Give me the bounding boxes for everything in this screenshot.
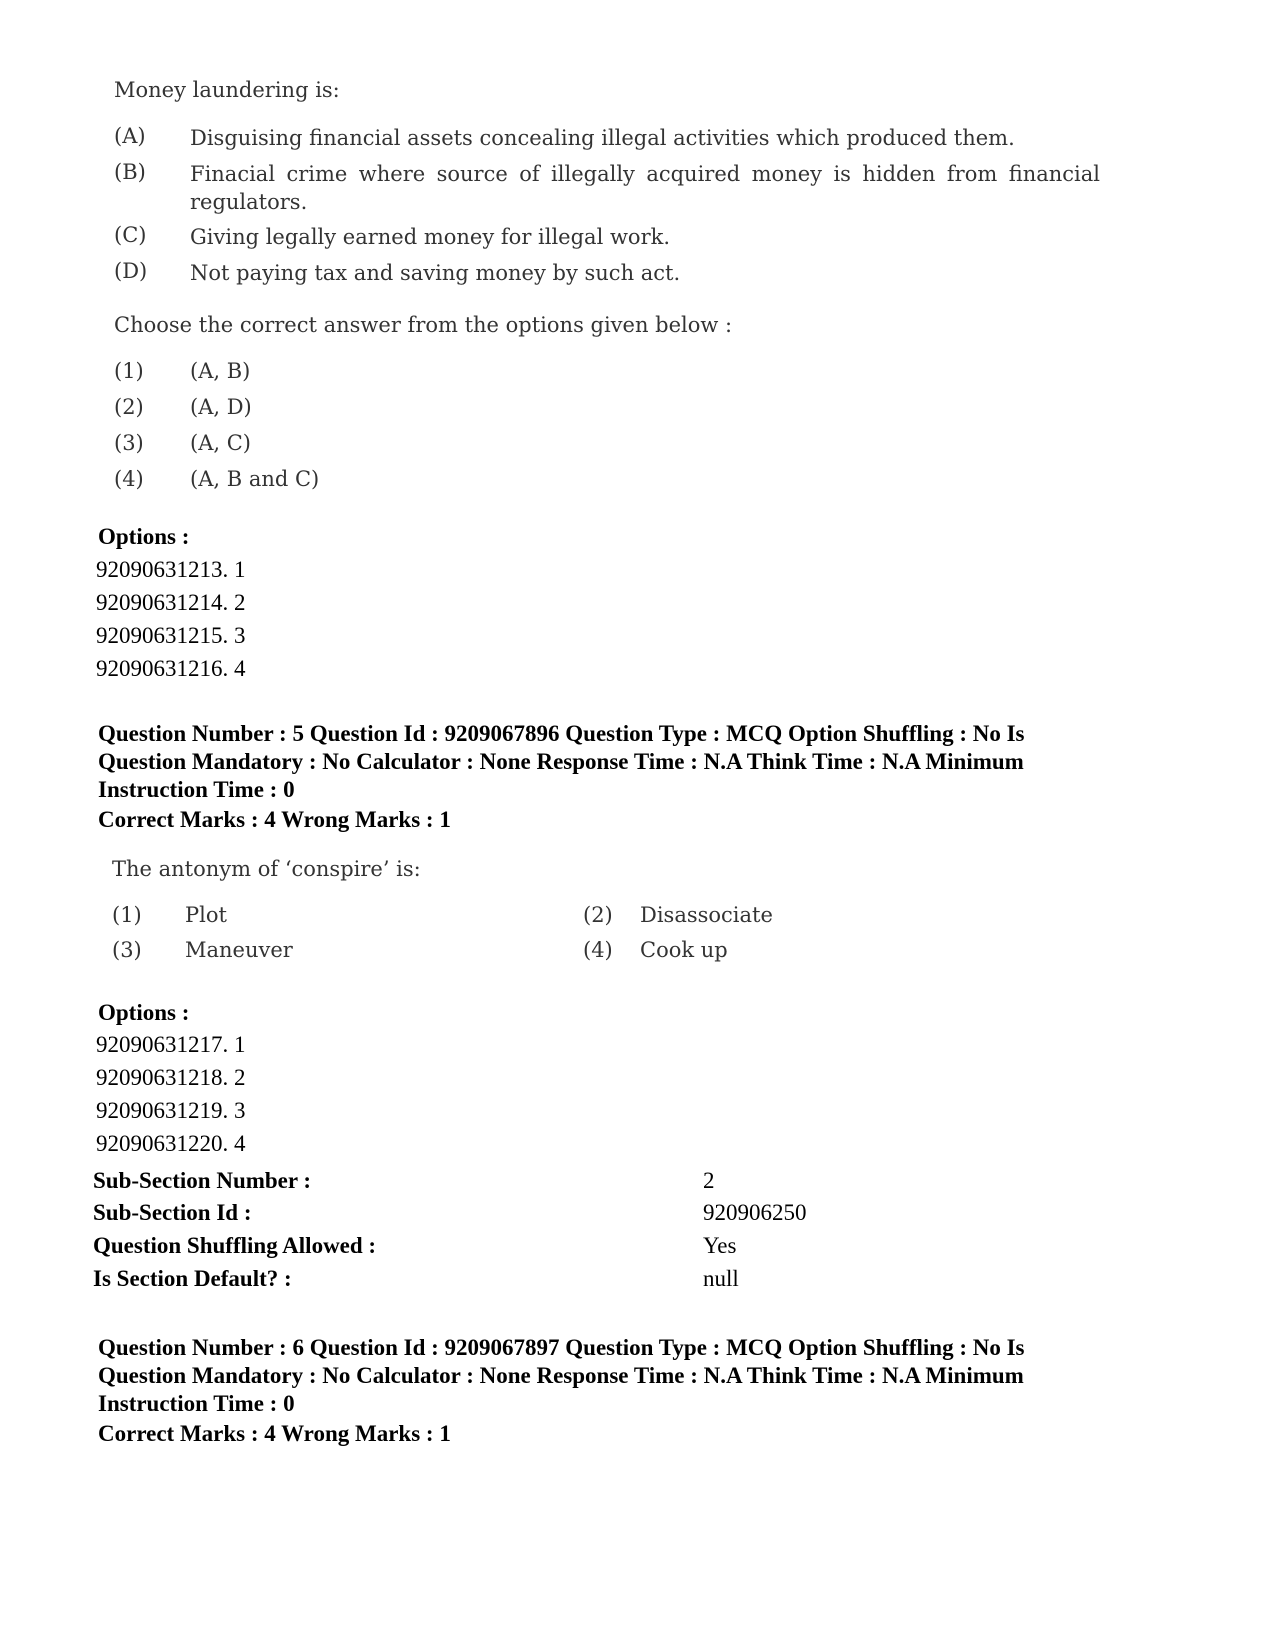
- choice-3-label: (3): [114, 431, 144, 455]
- question-6-meta: Question Number : 6 Question Id : 9209067897 Question Type : MCQ Option Shuffling : No Is Question Mandatory : No Calculator : None Response Time : N.A Think Time : N.A Minimum Instruction Time : 0: [98, 1335, 1025, 1416]
- question-4-instruction: Choose the correct answer from the options given below :: [114, 313, 733, 337]
- q5-choice-2-text: Disassociate: [640, 903, 773, 927]
- question-5-meta: Question Number : 5 Question Id : 9209067896 Question Type : MCQ Option Shuffling : No Is Question Mandatory : No Calculator : None Response Time : N.A Think Time : N.A Minimum Instruction Time : 0: [98, 721, 1025, 802]
- option-92090631217: 92090631217. 1: [96, 1032, 246, 1057]
- choice-2-label: (2): [114, 395, 144, 419]
- question-4-options-heading: Options :: [98, 524, 190, 549]
- q5-choice-4-label: (4): [583, 938, 613, 962]
- option-92090631214: 92090631214. 2: [96, 590, 246, 615]
- statement-a-label: (A): [114, 124, 146, 148]
- choice-4-text: (A, B and C): [190, 467, 320, 491]
- statement-d-text: Not paying tax and saving money by such act.: [190, 261, 681, 285]
- statement-b-text: Finacial crime where source of illegally acquired money is hidden from financial regulators.: [190, 162, 1100, 214]
- option-92090631220: 92090631220. 4: [96, 1131, 246, 1156]
- question-5-stem: The antonym of ‘conspire’ is:: [112, 857, 421, 881]
- section-default-value: null: [703, 1266, 739, 1291]
- q5-choice-4-text: Cook up: [640, 938, 728, 962]
- question-shuffling-value: Yes: [703, 1233, 737, 1258]
- q5-choice-1-text: Plot: [185, 903, 227, 927]
- q5-choice-1-label: (1): [112, 903, 142, 927]
- option-92090631218: 92090631218. 2: [96, 1065, 246, 1090]
- option-92090631215: 92090631215. 3: [96, 623, 246, 648]
- question-5-marks: Correct Marks : 4 Wrong Marks : 1: [98, 807, 451, 832]
- subsection-number-label: Sub-Section Number :: [93, 1168, 312, 1193]
- choice-1-text: (A, B): [190, 359, 251, 383]
- question-5-options-heading: Options :: [98, 1000, 190, 1025]
- choice-2-text: (A, D): [190, 395, 252, 419]
- q5-choice-3-text: Maneuver: [185, 938, 293, 962]
- question-4-stem: Money laundering is:: [114, 78, 340, 102]
- statement-b-label: (B): [114, 160, 146, 184]
- question-6-marks: Correct Marks : 4 Wrong Marks : 1: [98, 1421, 451, 1446]
- subsection-number-value: 2: [703, 1168, 715, 1193]
- choice-1-label: (1): [114, 359, 144, 383]
- option-92090631213: 92090631213. 1: [96, 557, 246, 582]
- choice-4-label: (4): [114, 467, 144, 491]
- q5-choice-2-label: (2): [583, 903, 613, 927]
- statement-a-text: Disguising financial assets concealing illegal activities which produced them.: [190, 126, 1015, 150]
- statement-c-label: (C): [114, 223, 147, 247]
- option-92090631219: 92090631219. 3: [96, 1098, 246, 1123]
- question-shuffling-label: Question Shuffling Allowed :: [93, 1233, 377, 1258]
- statement-c-text: Giving legally earned money for illegal work.: [190, 225, 671, 249]
- option-92090631216: 92090631216. 4: [96, 656, 246, 681]
- section-default-label: Is Section Default? :: [93, 1266, 292, 1291]
- q5-choice-3-label: (3): [112, 938, 142, 962]
- statement-d-label: (D): [114, 259, 148, 283]
- subsection-id-value: 920906250: [703, 1200, 807, 1225]
- subsection-id-label: Sub-Section Id :: [93, 1200, 252, 1225]
- choice-3-text: (A, C): [190, 431, 251, 455]
